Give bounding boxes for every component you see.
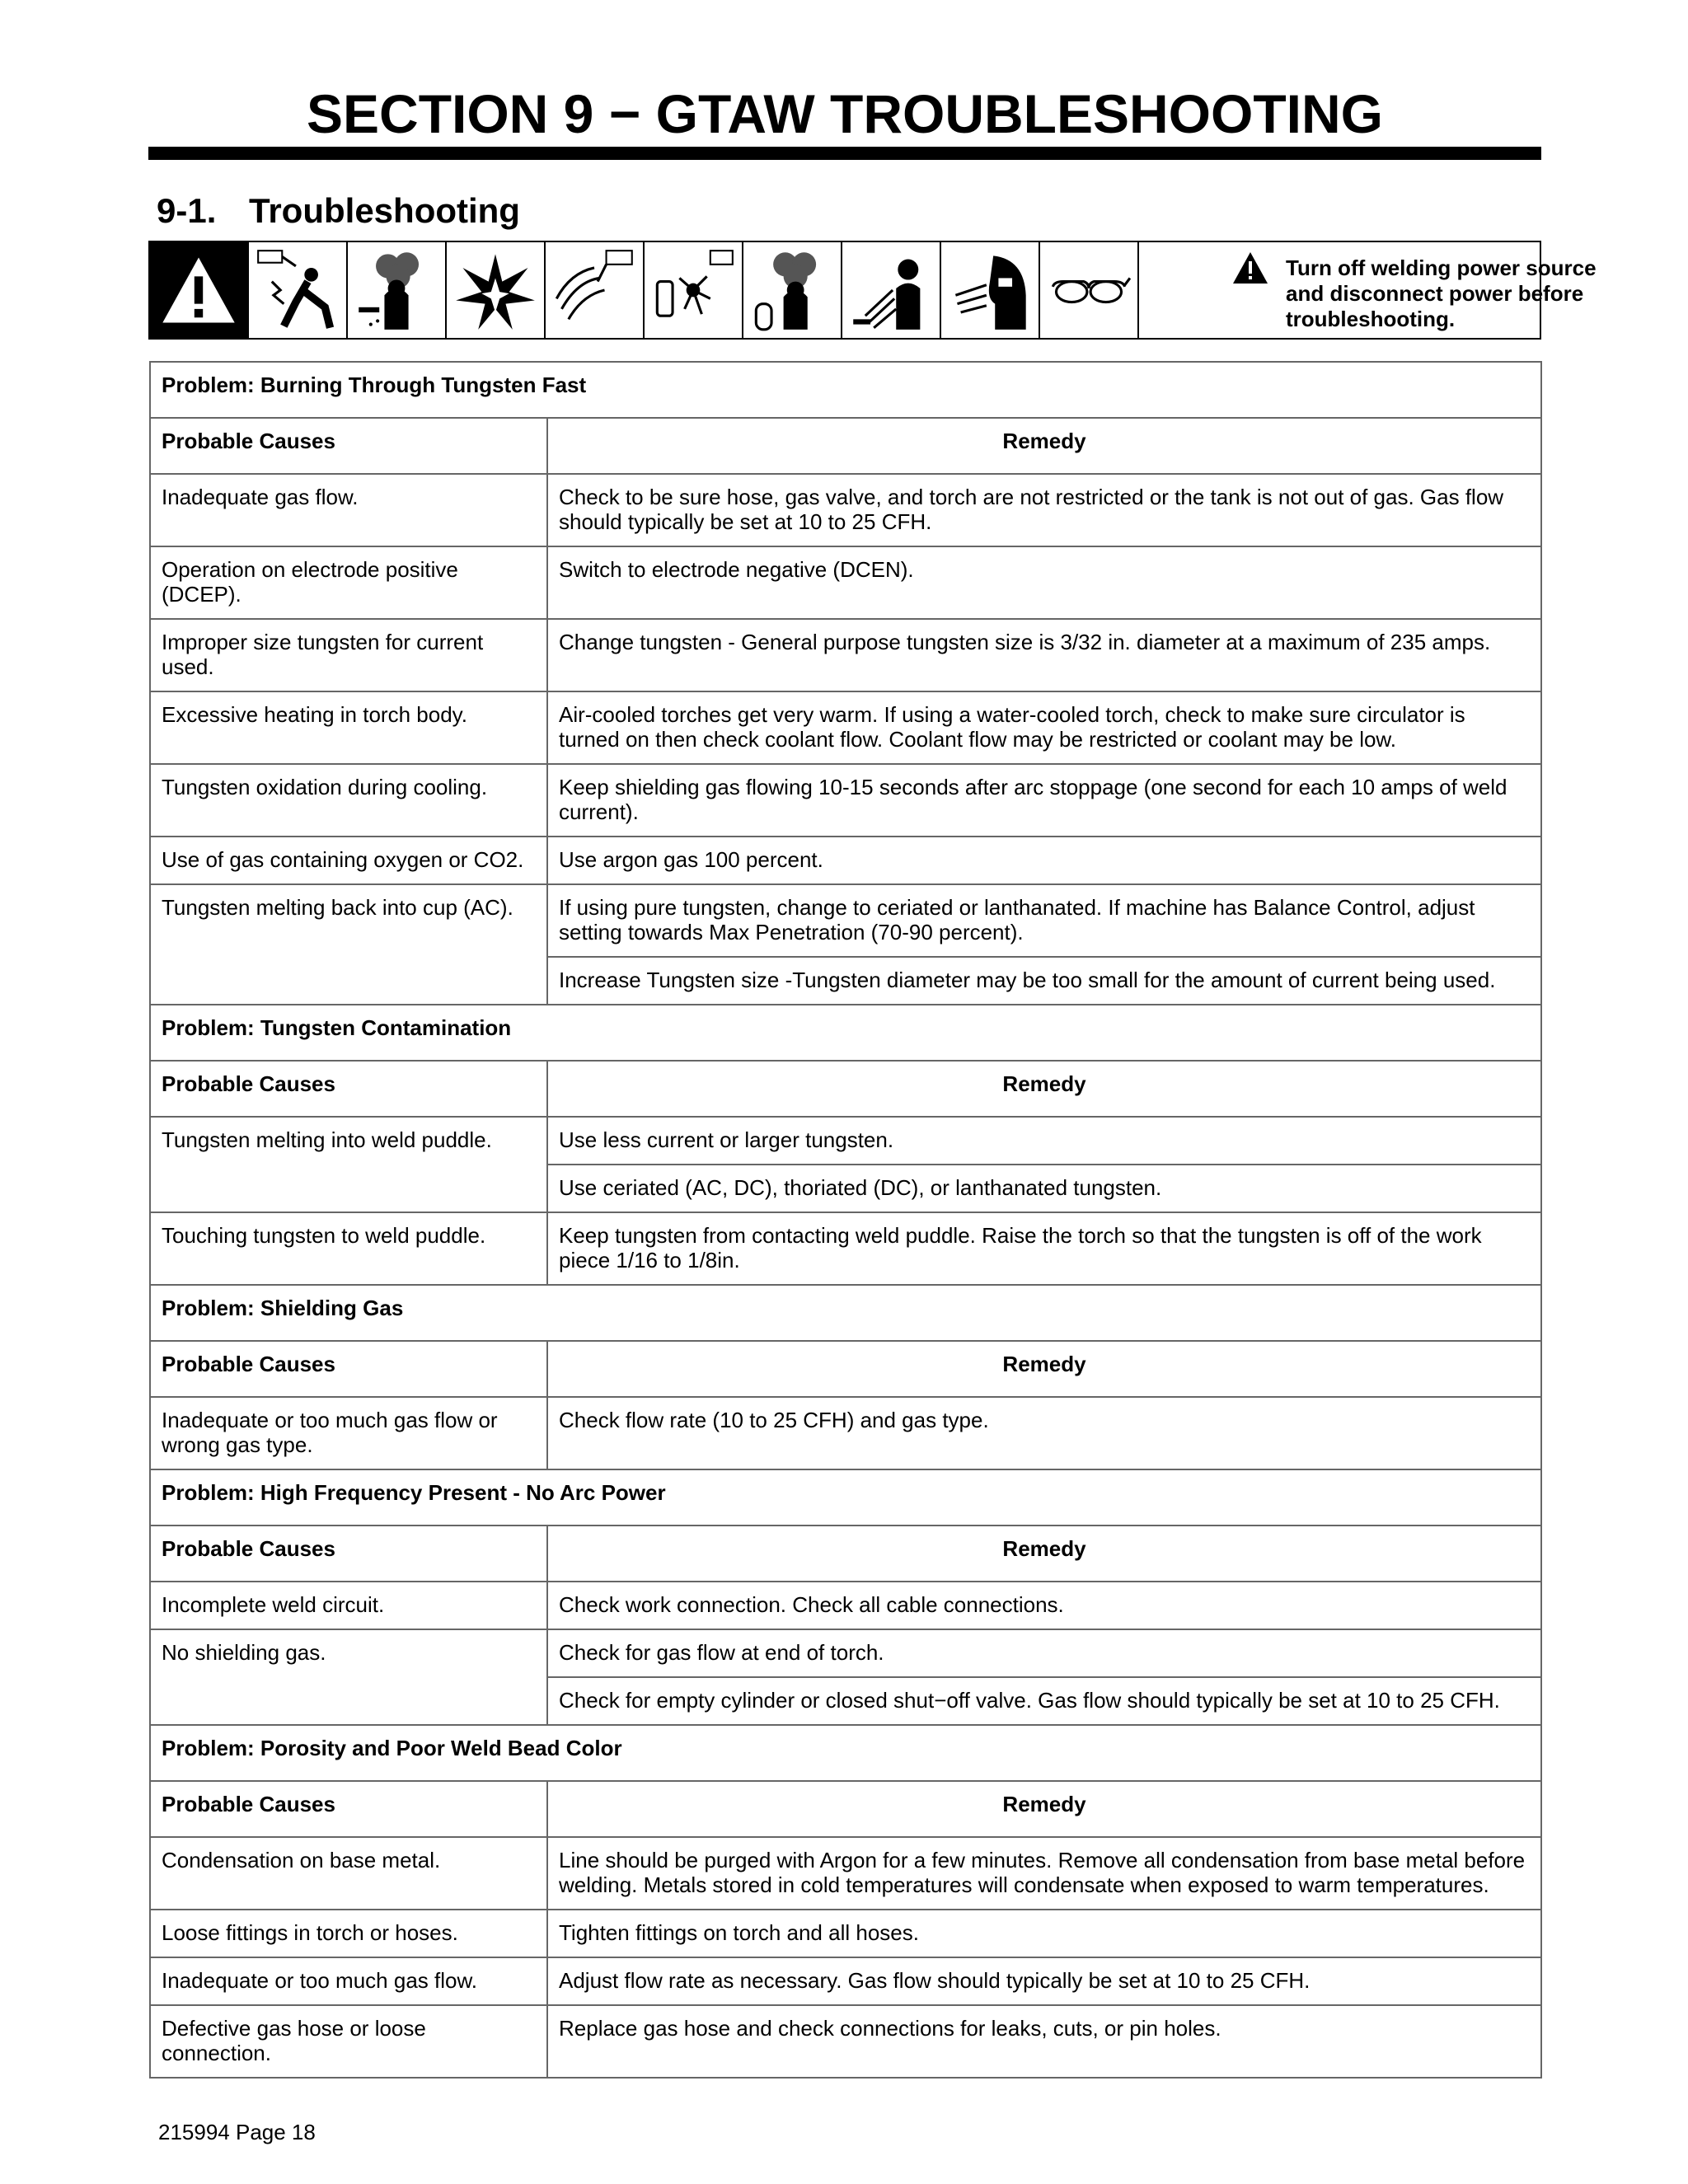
flying-sparks-grinder-icon [645, 242, 743, 338]
remedy-cell: Switch to electrode negative (DCEN). [547, 546, 1541, 619]
cause-cell: Inadequate or too much gas flow. [150, 1957, 547, 2005]
cause-cell: Improper size tungsten for current used. [150, 619, 547, 691]
remedy-header: Remedy [547, 1781, 1541, 1837]
cause-cell: Incomplete weld circuit. [150, 1582, 547, 1629]
cause-cell: Condensation on base metal. [150, 1837, 547, 1910]
warning-message-cell [1139, 242, 1597, 338]
causes-header: Probable Causes [150, 1061, 547, 1117]
problem-title: Problem: Shielding Gas [150, 1285, 1541, 1341]
table-row [150, 1397, 1541, 1469]
cause-cell: Loose fittings in torch or hoses. [150, 1910, 547, 1957]
remedy-header: Remedy [547, 1341, 1541, 1397]
warning-message: Turn off welding power source and disconnect power before troubleshooting. [1286, 255, 1597, 331]
cause-cell: Excessive heating in torch body. [150, 691, 547, 764]
table-row [150, 1910, 1541, 1957]
cause-cell: Tungsten oxidation during cooling. [150, 764, 547, 837]
problem-title: Problem: Porosity and Poor Weld Bead Color [150, 1725, 1541, 1781]
remedy-cell: Keep tungsten from contacting weld puddle. Raise the torch so that the tungsten is off of the work piece 1/16 to 1/8in. [547, 1212, 1541, 1285]
title-rule [148, 147, 1541, 160]
remedy-cell: Change tungsten - General purpose tungsten size is 3/32 in. diameter at a maximum of 235 amps. [547, 619, 1541, 691]
table-row [150, 884, 1541, 957]
fire-explosion-icon [447, 242, 546, 338]
cause-cell: Operation on electrode positive (DCEP). [150, 546, 547, 619]
problem-title: Problem: High Frequency Present - No Arc Power [150, 1469, 1541, 1526]
cause-cell: Tungsten melting into weld puddle. [150, 1117, 547, 1212]
remedy-cell: Use less current or larger tungsten. [547, 1117, 1541, 1165]
page-footer: 215994 Page 18 [158, 2120, 316, 2144]
causes-header: Probable Causes [150, 1526, 547, 1582]
cause-cell: Inadequate gas flow. [150, 474, 547, 546]
section-title: SECTION 9 − GTAW TROUBLESHOOTING [306, 83, 1383, 144]
cause-cell: Defective gas hose or loose connection. [150, 2005, 547, 2078]
safety-warning-strip [148, 241, 1597, 340]
table-row [150, 764, 1541, 837]
table-row [150, 1629, 1541, 1677]
table-row [150, 1212, 1541, 1285]
remedy-cell: Check for gas flow at end of torch. [547, 1629, 1541, 1677]
remedy-cell: Check to be sure hose, gas valve, and torch are not restricted or the tank is not out of gas. Gas flow should typically be set at 10 to 25 CFH. [547, 474, 1541, 546]
table-row [150, 1582, 1541, 1629]
remedy-cell: Increase Tungsten size -Tungsten diameter may be too small for the amount of current being used. [547, 957, 1541, 1005]
table-row [150, 1117, 1541, 1165]
subsection-title: Troubleshooting [249, 191, 520, 230]
problem-title: Problem: Burning Through Tungsten Fast [150, 362, 1541, 418]
remedy-cell: Tighten fittings on torch and all hoses. [547, 1910, 1541, 1957]
remedy-header: Remedy [547, 418, 1541, 474]
table-row [150, 1957, 1541, 2005]
causes-header: Probable Causes [150, 418, 547, 474]
remedy-cell: Check flow rate (10 to 25 CFH) and gas type. [547, 1397, 1541, 1469]
cause-cell: Inadequate or too much gas flow or wrong gas type. [150, 1397, 547, 1469]
causes-header: Probable Causes [150, 1341, 547, 1397]
hot-parts-icon [842, 242, 941, 338]
fumes-icon [348, 242, 447, 338]
table-row [150, 619, 1541, 691]
remedy-cell: Check for empty cylinder or closed shut−off valve. Gas flow should typically be set at 10 to 25 CFH. [547, 1677, 1541, 1725]
safety-glasses-icon [1040, 242, 1139, 338]
remedy-cell: Replace gas hose and check connections for leaks, cuts, or pin holes. [547, 2005, 1541, 2078]
electric-shock-icon [249, 242, 348, 338]
fumes-cylinder-icon [743, 242, 842, 338]
remedy-cell: Keep shielding gas flowing 10-15 seconds after arc stoppage (one second for each 10 amps of weld current). [547, 764, 1541, 837]
table-row [150, 474, 1541, 546]
remedy-cell: Adjust flow rate as necessary. Gas flow should typically be set at 10 to 25 CFH. [547, 1957, 1541, 2005]
remedy-cell: Line should be purged with Argon for a few minutes. Remove all condensation from base metal before welding. Metals stored in cold temperatures will condensate when exposed to warm temperatures. [547, 1837, 1541, 1910]
remedy-cell: Use ceriated (AC, DC), thoriated (DC), or lanthanated tungsten. [547, 1165, 1541, 1212]
remedy-cell: If using pure tungsten, change to ceriated or lanthanated. If machine has Balance Control, adjust setting towards Max Penetration (70-90 percent). [547, 884, 1541, 957]
subsection-heading [157, 191, 520, 231]
remedy-cell: Air-cooled torches get very warm. If using a water-cooled torch, check to make sure circulator is turned on then check coolant flow. Coolant flow may be restricted or coolant may be low. [547, 691, 1541, 764]
table-row [150, 1837, 1541, 1910]
cause-cell: Tungsten melting back into cup (AC). [150, 884, 547, 1005]
subsection-number: 9-1. [157, 191, 217, 230]
table-row [150, 2005, 1541, 2078]
remedy-header: Remedy [547, 1526, 1541, 1582]
remedy-cell: Use argon gas 100 percent. [547, 837, 1541, 884]
flying-sparks-icon [546, 242, 645, 338]
troubleshooting-table [149, 361, 1542, 2079]
cause-cell: Touching tungsten to weld puddle. [150, 1212, 547, 1285]
general-hazard-icon [150, 242, 249, 338]
remedy-cell: Check work connection. Check all cable connections. [547, 1582, 1541, 1629]
warning-triangle-icon [1231, 251, 1269, 285]
arc-rays-icon [941, 242, 1040, 338]
cause-cell: Use of gas containing oxygen or CO2. [150, 837, 547, 884]
remedy-header: Remedy [547, 1061, 1541, 1117]
table-row [150, 546, 1541, 619]
causes-header: Probable Causes [150, 1781, 547, 1837]
cause-cell: No shielding gas. [150, 1629, 547, 1725]
table-row [150, 837, 1541, 884]
problem-title: Problem: Tungsten Contamination [150, 1005, 1541, 1061]
table-row [150, 691, 1541, 764]
